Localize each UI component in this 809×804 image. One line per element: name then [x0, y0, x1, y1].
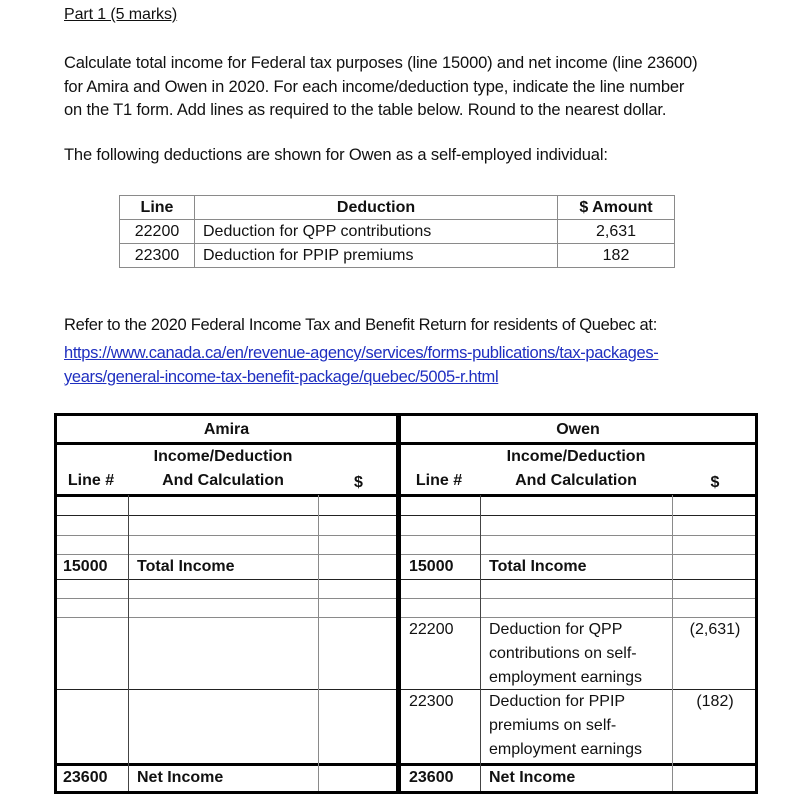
header-line: Line [120, 196, 195, 220]
deduction-cell: Deduction for QPP contributions [195, 220, 558, 244]
desc-line: employment earnings [489, 669, 642, 686]
instructions-paragraph [64, 52, 784, 123]
deductions-intro: The following deductions are shown for Owen as a self-employed individual: [64, 146, 608, 164]
refer-text: Refer to the 2020 Federal Income Tax and Benefit Return for residents of Quebec at: [64, 316, 657, 334]
amira-net-income-label: Net Income [137, 769, 224, 786]
instructions-line: Calculate total income for Federal tax purposes (line 15000) and net income (line 23600) [64, 54, 698, 72]
deduction-cell: Deduction for PPIP premiums [195, 244, 558, 268]
cra-link[interactable] [64, 341, 658, 389]
amira-col-line: Line # [67, 472, 115, 489]
divider [398, 494, 758, 497]
owen-qpp-amount: (2,631) [689, 621, 741, 638]
owen-ppip-line: 22300 [409, 693, 454, 710]
owen-total-income-label: Total Income [489, 558, 587, 575]
divider [398, 598, 758, 599]
divider [398, 515, 758, 516]
amira-col-desc-2: And Calculation [162, 472, 284, 489]
owen-qpp-line: 22200 [409, 621, 454, 638]
amira-total-income-label: Total Income [137, 558, 235, 575]
owen-col-line: Line # [415, 472, 463, 489]
amira-col-amount: $ [354, 474, 363, 491]
part-title: Part 1 (5 marks) [64, 6, 178, 23]
owen-section [398, 413, 758, 794]
owen-qpp-desc [489, 618, 642, 690]
owen-ppip-desc [489, 690, 642, 762]
link-line[interactable]: years/general-income-tax-benefit-package/quebec/5005-r.html [64, 368, 499, 386]
deductions-table [119, 195, 675, 268]
deductions-table-header [120, 196, 675, 220]
owen-ppip-amount: (182) [696, 693, 734, 710]
divider [54, 494, 399, 497]
amira-total-income-line: 15000 [63, 558, 108, 575]
desc-line: Deduction for QPP [489, 621, 623, 638]
owen-col-desc-1: Income/Deduction [506, 448, 646, 465]
amount-cell: 2,631 [558, 220, 675, 244]
line-cell: 22300 [120, 244, 195, 268]
owen-net-income-label: Net Income [489, 769, 576, 786]
col-divider [318, 495, 319, 794]
divider [54, 515, 399, 516]
col-divider [128, 495, 129, 794]
desc-line: contributions on self- [489, 645, 637, 662]
desc-line: Deduction for PPIP [489, 693, 626, 710]
table-row [120, 220, 675, 244]
divider [54, 579, 399, 580]
instructions-line: for Amira and Owen in 2020. For each income/deduction type, indicate the line number [64, 77, 685, 96]
divider [54, 617, 399, 618]
owen-name-header: Owen [556, 421, 600, 438]
divider [398, 535, 758, 536]
owen-col-desc-2: And Calculation [515, 472, 637, 489]
table-row [120, 244, 675, 268]
owen-total-income-line: 15000 [409, 558, 454, 575]
amira-name-header: Amira [203, 421, 250, 438]
desc-line: premiums on self- [489, 717, 617, 734]
amira-col-desc-1: Income/Deduction [153, 448, 293, 465]
worksheet-table [54, 413, 758, 794]
divider [54, 598, 399, 599]
col-divider [480, 495, 481, 794]
divider [54, 535, 399, 536]
header-amount: $ Amount [558, 196, 675, 220]
divider [398, 579, 758, 580]
amira-net-income-line: 23600 [63, 769, 108, 786]
desc-line: employment earnings [489, 741, 642, 758]
line-cell: 22200 [120, 220, 195, 244]
link-line[interactable]: https://www.canada.ca/en/revenue-agency/services/forms-publications/tax-packages- [64, 344, 659, 362]
col-divider [672, 495, 673, 794]
divider [54, 689, 399, 690]
owen-col-amount: $ [710, 474, 720, 491]
amira-section [54, 413, 399, 794]
owen-net-income-line: 23600 [409, 769, 454, 786]
instructions-line: on the T1 form. Add lines as required to the table below. Round to the nearest dollar. [64, 101, 667, 119]
header-deduction: Deduction [195, 196, 558, 220]
amount-cell: 182 [558, 244, 675, 268]
